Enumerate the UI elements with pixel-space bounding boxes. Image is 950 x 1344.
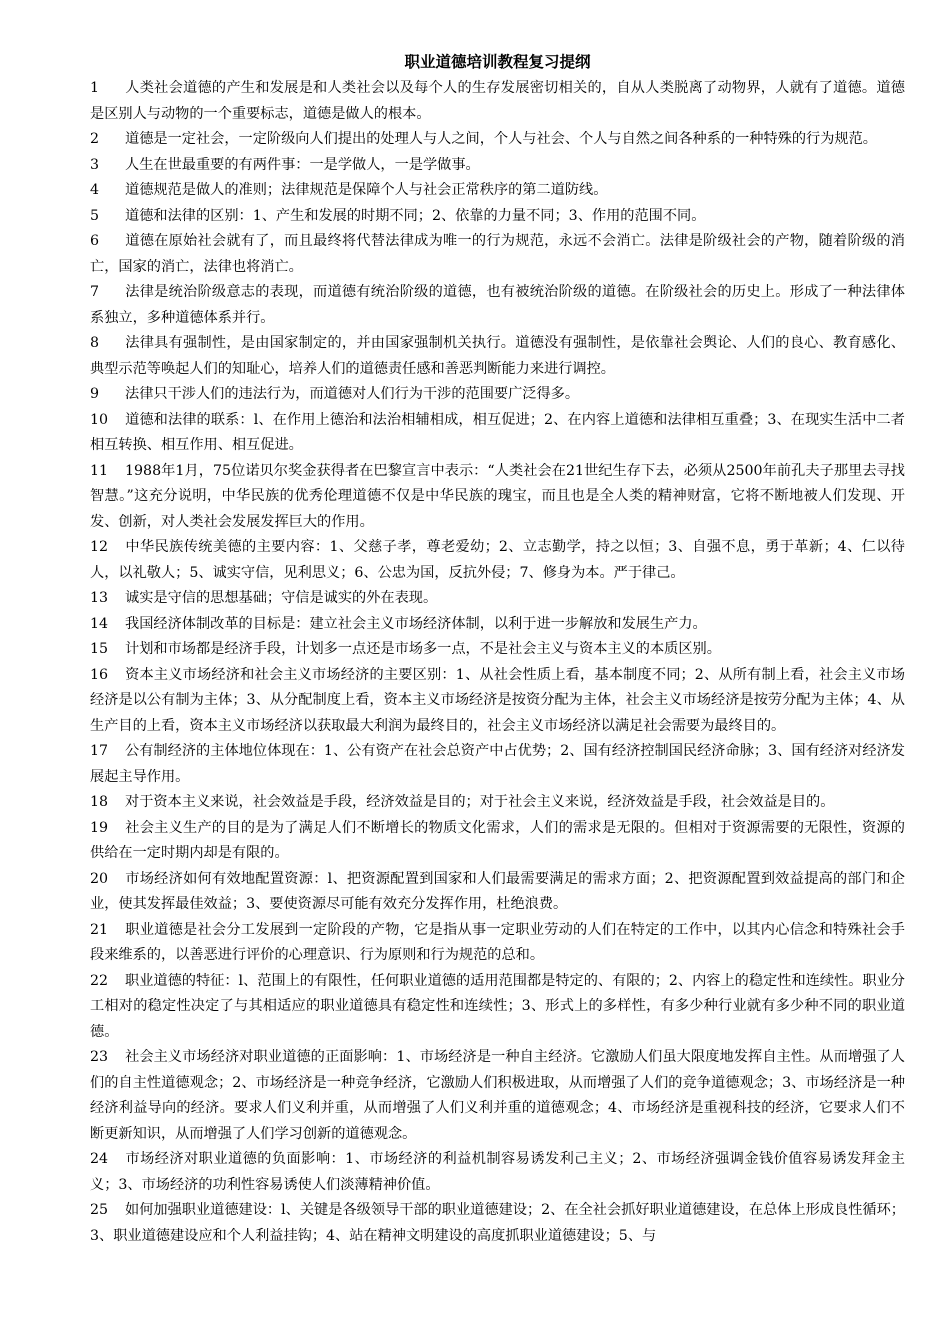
item-text: 市场经济对职业道德的负面影响：1、市场经济的利益机制容易诱发利己主义；2、市场经济强调金钱价值容易诱发拜金主义；3、市场经济的功利性容易诱使人们淡薄精神价值。 bbox=[90, 1151, 905, 1193]
outline-item bbox=[90, 612, 905, 638]
item-number: 7 bbox=[90, 284, 100, 300]
item-number: 12 bbox=[90, 539, 109, 555]
item-text: 道德是一定社会，一定阶级向人们提出的处理人与人之间，个人与社会、个人与自然之间各种系的一种特殊的行为规范。 bbox=[125, 131, 877, 147]
outline-item bbox=[90, 127, 905, 153]
outline-item bbox=[90, 459, 905, 536]
item-number: 14 bbox=[90, 615, 109, 632]
item-number: 23 bbox=[90, 1049, 109, 1065]
item-text: 法律具有强制性，是由国家制定的，并由国家强制机关执行。道德没有强制性，是依靠社会舆论、人们的良心、教育感化、典型示范等唤起人们的知耻心，培养人们的道德责任感和善恶判断能力来进行调控。 bbox=[90, 335, 905, 377]
item-number: 5 bbox=[90, 207, 100, 224]
outline-item bbox=[90, 637, 905, 663]
item-number: 21 bbox=[90, 921, 109, 938]
item-text: 社会主义生产的目的是为了满足人们不断增长的物质文化需求，人们的需求是无限的。但相对于资源需要的无限性，资源的供给在一定时期内却是有限的。 bbox=[90, 819, 905, 861]
outline-item bbox=[90, 663, 905, 740]
outline-item bbox=[90, 204, 905, 230]
item-number: 2 bbox=[90, 131, 100, 147]
item-text: 法律只干涉人们的违法行为，而道德对人们行为干涉的范围要广泛得多。 bbox=[125, 386, 580, 402]
item-number: 13 bbox=[90, 590, 109, 606]
outline-item bbox=[90, 739, 905, 790]
item-text: 1988年1月，75位诺贝尔奖金获得者在巴黎宣言中表示：“人类社会在21世纪生存下去，必须从2500年前孔夫子那里去寻找智慧。”这充分说明，中华民族的优秀伦理道德不仅是中华民族的瑰宝，而且也是全人类的精神财富，它将不断地被人们发现、开发、创新，对人类社会发展发挥巨大的作用。 bbox=[90, 462, 905, 530]
item-text: 计划和市场都是经济手段，计划多一点还是市场多一点，不是社会主义与资本主义的本质区别。 bbox=[125, 641, 721, 657]
item-text: 法律是统治阶级意志的表现，而道德有统治阶级的道德，也有被统治阶级的道德。在阶级社会的历史上。形成了一种法律体系独立，多种道德体系并行。 bbox=[90, 284, 905, 326]
item-number: 17 bbox=[90, 743, 109, 759]
outline-item bbox=[90, 1147, 905, 1198]
item-text: 对于资本主义来说，社会效益是手段，经济效益是目的；对于社会主义来说，经济效益是手段，社会效益是目的。 bbox=[125, 794, 835, 810]
item-number: 15 bbox=[90, 641, 109, 657]
document-page bbox=[90, 50, 905, 1249]
item-number: 1 bbox=[90, 80, 100, 96]
item-text: 资本主义市场经济和社会主义市场经济的主要区别：1、从社会性质上看，基本制度不同；2、从所有制上看，社会主义市场经济是以公有制为主体；3、从分配制度上看，资本主义市场经济是按资分配为主体，社会主义市场经济是按劳分配为主体；4、从生产目的上看，资本主义市场经济以获取最大利润为最终目的，社会主义市场经济以满足社会需要为最终目的。 bbox=[90, 666, 905, 734]
outline-item bbox=[90, 408, 905, 459]
outline-item bbox=[90, 867, 905, 918]
outline-item bbox=[90, 1198, 905, 1249]
item-number: 18 bbox=[90, 794, 109, 810]
document-title: 职业道德培训教程复习提纲 bbox=[404, 52, 591, 71]
item-text: 职业道德的特征：l、范围上的有限性，任何职业道德的适用范围都是特定的、有限的；2、内容上的稳定性和连续性。职业分工相对的稳定性决定了与其相适应的职业道德具有稳定性和连续性；3、形式上的多样性，有多少种行业就有多少种不同的职业道德。 bbox=[90, 972, 905, 1040]
item-number: 25 bbox=[90, 1202, 109, 1218]
item-number: 6 bbox=[90, 233, 100, 249]
item-text: 诚实是守信的思想基础；守信是诚实的外在表现。 bbox=[125, 590, 438, 606]
outline-item bbox=[90, 178, 905, 204]
item-text: 道德规范是做人的准则；法律规范是保障个人与社会正常秩序的第二道防线。 bbox=[125, 182, 608, 198]
item-text: 社会主义市场经济对职业道德的正面影响：1、市场经济是一种自主经济。它激励人们虽大限度地发挥自主性。从而增强了人们的自主性道德观念；2、市场经济是一种竞争经济，它激励人们积极进取，从而增强了人们的竞争道德观念；3、市场经济是一种经济利益导向的经济。要求人们义利并重，从而增强了人们义利并重的道德观念；4、市场经济是重视科技的经济，它要求人们不断更新知识，从而增强了人们学习创新的道德观念。 bbox=[90, 1049, 905, 1142]
item-number: 24 bbox=[90, 1151, 109, 1167]
item-number: 4 bbox=[90, 182, 100, 198]
outline-item bbox=[90, 382, 905, 408]
item-text: 人生在世最重要的有两件事：一是学做人，一是学做事。 bbox=[125, 156, 480, 173]
item-text: 职业道德是社会分工发展到一定阶段的产物，它是指从事一定职业劳动的人们在特定的工作中，以其内心信念和特殊社会手段来维系的，以善恶进行评价的心理意识、行为原则和行为规范的总和。 bbox=[90, 921, 905, 963]
outline-item bbox=[90, 331, 905, 382]
item-text: 道德在原始社会就有了，而且最终将代替法律成为唯一的行为规范，永远不会消亡。法律是阶级社会的产物，随着阶级的消亡，国家的消亡，法律也将消亡。 bbox=[90, 233, 905, 275]
item-text: 公有制经济的主体地位体现在：1、公有资产在社会总资产中占优势；2、国有经济控制国民经济命脉；3、国有经济对经济发展起主导作用。 bbox=[90, 743, 905, 785]
item-number: 9 bbox=[90, 386, 100, 402]
outline-item bbox=[90, 280, 905, 331]
item-text: 市场经济如何有效地配置资源：l、把资源配置到国家和人们最需要满足的需求方面；2、把资源配置到效益提高的部门和企业，使其发挥最佳效益；3、要使资源尽可能有效充分发挥作用，杜绝浪费。 bbox=[90, 870, 905, 912]
item-text: 道德和法律的联系：l、在作用上德治和法治相辅相成，相互促进；2、在内容上道德和法律相互重叠；3、在现实生活中二者相互转换、相互作用、相互促进。 bbox=[90, 411, 905, 453]
item-number: 19 bbox=[90, 819, 109, 836]
item-number: 22 bbox=[90, 972, 109, 989]
item-number: 16 bbox=[90, 666, 109, 683]
outline-item bbox=[90, 1045, 905, 1147]
outline-item bbox=[90, 153, 905, 179]
item-number: 10 bbox=[90, 411, 109, 428]
outline-item bbox=[90, 586, 905, 612]
outline-list bbox=[90, 76, 905, 1249]
item-text: 如何加强职业道德建设：l、关键是各级领导干部的职业道德建设；2、在全社会抓好职业道德建设，在总体上形成良性循环；3、职业道德建设应和个人利益挂钩；4、站在精神文明建设的高度抓职业道德建设；5、与 bbox=[90, 1202, 905, 1244]
outline-item bbox=[90, 229, 905, 280]
item-text: 人类社会道德的产生和发展是和人类社会以及每个人的生存发展密切相关的，自从人类脱离了动物界，人就有了道德。道德是区别人与动物的一个重要标志，道德是做人的根本。 bbox=[90, 80, 905, 122]
item-number: 20 bbox=[90, 870, 109, 887]
item-text: 道德和法律的区别：1、产生和发展的时期不同；2、依靠的力量不同；3、作用的范围不同。 bbox=[125, 207, 706, 224]
item-number: 8 bbox=[90, 335, 100, 351]
outline-item bbox=[90, 918, 905, 969]
outline-item bbox=[90, 76, 905, 127]
item-text: 我国经济体制改革的目标是：建立社会主义市场经济体制，以利于进一步解放和发展生产力。 bbox=[125, 615, 707, 632]
item-number: 3 bbox=[90, 156, 100, 173]
outline-item bbox=[90, 790, 905, 816]
item-number: 11 bbox=[90, 462, 109, 479]
outline-item bbox=[90, 535, 905, 586]
outline-item bbox=[90, 816, 905, 867]
item-text: 中华民族传统美德的主要内容：1、父慈子孝，尊老爱幼；2、立志勤学，持之以恒；3、自强不息，勇于革新；4、仁以待人，以礼敬人；5、诚实守信，见利思义；6、公忠为国，反抗外侵；7、修身为本。严于律己。 bbox=[90, 539, 905, 581]
outline-item bbox=[90, 969, 905, 1046]
